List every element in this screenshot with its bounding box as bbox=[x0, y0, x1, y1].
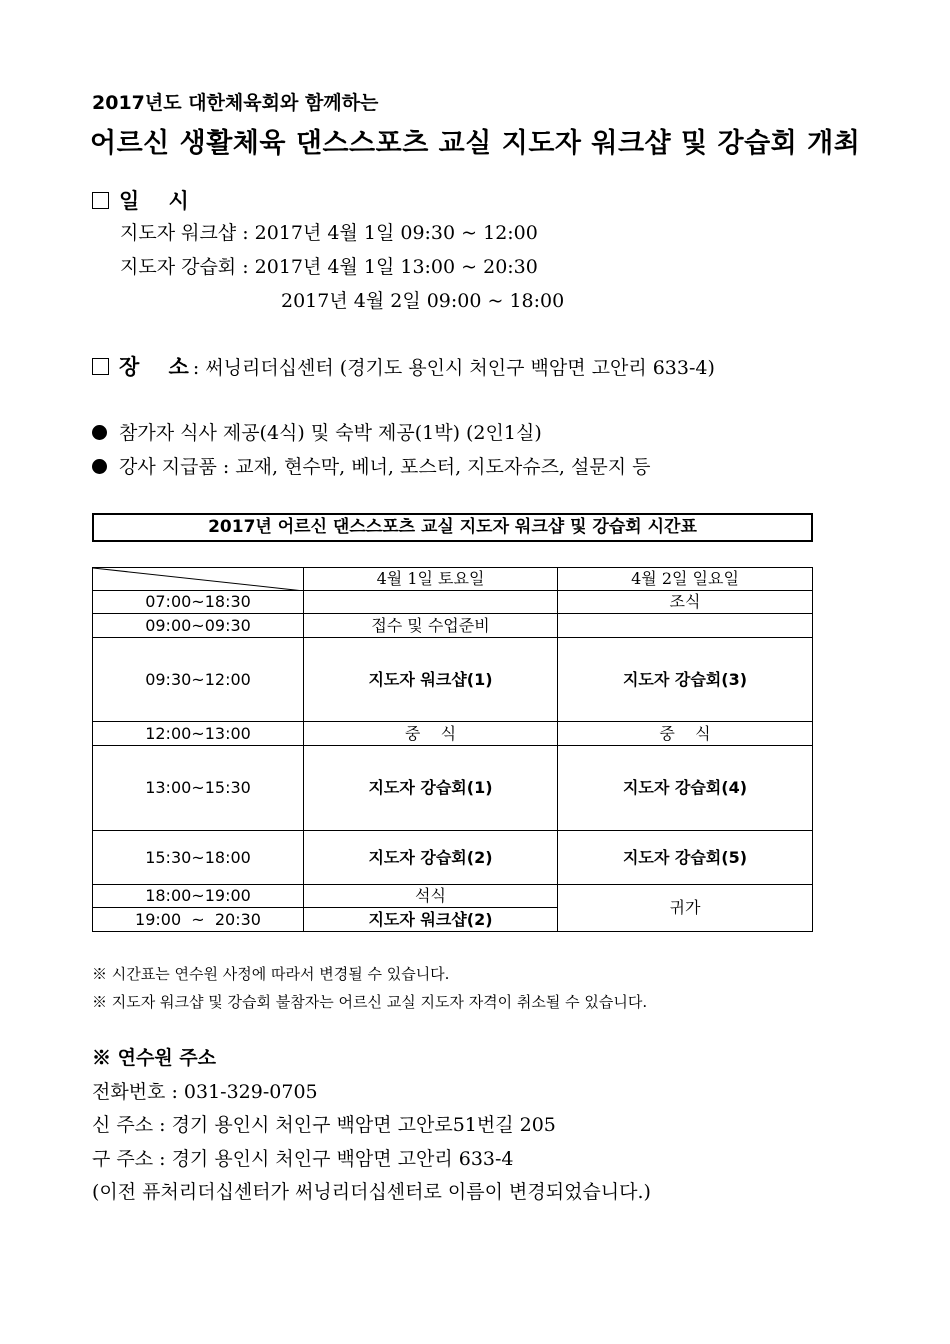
address-heading: ※ 연수원 주소 bbox=[92, 1047, 216, 1069]
day1-cell: 석식 bbox=[304, 885, 558, 908]
day2-cell: 조식 bbox=[558, 591, 813, 614]
venue-value: : 써닝리더십센터 (경기도 용인시 처인구 백암면 고안리 633-4) bbox=[192, 357, 715, 379]
header-day2: 4월 2일 일요일 bbox=[558, 568, 813, 591]
schedule-heading-label: 일 시 bbox=[119, 188, 189, 213]
address-note: (이전 퓨처리더십센터가 써닝리더십센터로 이름이 변경되었습니다.) bbox=[92, 1181, 651, 1203]
checkbox-square-icon bbox=[92, 192, 109, 209]
time-cell: 12:00~13:00 bbox=[93, 722, 304, 746]
venue-heading-label: 장 소 bbox=[119, 354, 189, 379]
diagonal-header-cell bbox=[93, 568, 304, 591]
time-cell: 18:00~19:00 bbox=[93, 885, 304, 908]
time-cell: 09:30~12:00 bbox=[93, 638, 304, 722]
day1-cell: 지도자 워크샵(2) bbox=[304, 908, 558, 932]
note-line: ※ 지도자 워크샵 및 강습회 불참자는 어르신 교실 지도자 자격이 취소될 수 있습니다. bbox=[92, 993, 648, 1011]
document-title: 어르신 생활체육 댄스스포츠 교실 지도자 워크샵 및 강습회 개최 bbox=[90, 128, 861, 159]
day2-cell: 중 식 bbox=[558, 722, 813, 746]
document-subtitle: 2017년도 대한체육회와 함께하는 bbox=[92, 92, 379, 114]
venue-heading bbox=[92, 351, 715, 381]
time-cell: 13:00~15:30 bbox=[93, 746, 304, 831]
schedule-line-training: 지도자 강습회 : 2017년 4월 1일 13:00 ~ 20:30 bbox=[120, 256, 538, 278]
header-day1: 4월 1일 토요일 bbox=[304, 568, 558, 591]
time-cell: 07:00~18:30 bbox=[93, 591, 304, 614]
day2-cell: 귀가 bbox=[558, 885, 813, 932]
note-line: ※ 시간표는 연수원 사정에 따라서 변경될 수 있습니다. bbox=[92, 965, 450, 983]
table-row bbox=[93, 831, 813, 885]
table-row bbox=[93, 614, 813, 638]
day2-cell: 지도자 강습회(3) bbox=[558, 638, 813, 722]
day1-cell bbox=[304, 591, 558, 614]
time-cell: 19:00 ~ 20:30 bbox=[93, 908, 304, 932]
address-new: 신 주소 : 경기 용인시 처인구 백암면 고안로51번길 205 bbox=[92, 1114, 556, 1136]
table-row bbox=[93, 885, 813, 908]
bullet-text: 참가자 식사 제공(4식) 및 숙박 제공(1박) (2인1실) bbox=[119, 422, 542, 444]
timetable bbox=[92, 567, 813, 932]
schedule-line-workshop: 지도자 워크샵 : 2017년 4월 1일 09:30 ~ 12:00 bbox=[120, 222, 538, 244]
day1-cell: 지도자 워크샵(1) bbox=[304, 638, 558, 722]
bullet-text: 강사 지급품 : 교재, 현수막, 베너, 포스터, 지도자슈즈, 설문지 등 bbox=[119, 456, 651, 478]
day1-cell: 접수 및 수업준비 bbox=[304, 614, 558, 638]
day2-cell bbox=[558, 614, 813, 638]
diagonal-line bbox=[93, 568, 304, 591]
timetable-title: 2017년 어르신 댄스스포츠 교실 지도자 워크샵 및 강습회 시간표 bbox=[92, 513, 813, 542]
address-phone: 전화번호 : 031-329-0705 bbox=[92, 1081, 318, 1103]
bullet-item bbox=[92, 418, 542, 445]
day1-cell: 지도자 강습회(2) bbox=[304, 831, 558, 885]
table-header-row bbox=[93, 568, 813, 591]
time-cell: 09:00~09:30 bbox=[93, 614, 304, 638]
bullet-dot-icon bbox=[92, 459, 107, 474]
bullet-dot-icon bbox=[92, 425, 107, 440]
table-row bbox=[93, 638, 813, 722]
checkbox-square-icon bbox=[92, 358, 109, 375]
bullet-item bbox=[92, 452, 650, 479]
day1-cell: 중 식 bbox=[304, 722, 558, 746]
table-row bbox=[93, 722, 813, 746]
day2-cell: 지도자 강습회(5) bbox=[558, 831, 813, 885]
day2-cell: 지도자 강습회(4) bbox=[558, 746, 813, 831]
schedule-heading bbox=[92, 185, 189, 215]
address-old: 구 주소 : 경기 용인시 처인구 백암면 고안리 633-4 bbox=[92, 1148, 514, 1170]
day1-cell: 지도자 강습회(1) bbox=[304, 746, 558, 831]
table-row bbox=[93, 591, 813, 614]
schedule-line-training-day2: 2017년 4월 2일 09:00 ~ 18:00 bbox=[281, 290, 565, 312]
time-cell: 15:30~18:00 bbox=[93, 831, 304, 885]
table-row bbox=[93, 746, 813, 831]
